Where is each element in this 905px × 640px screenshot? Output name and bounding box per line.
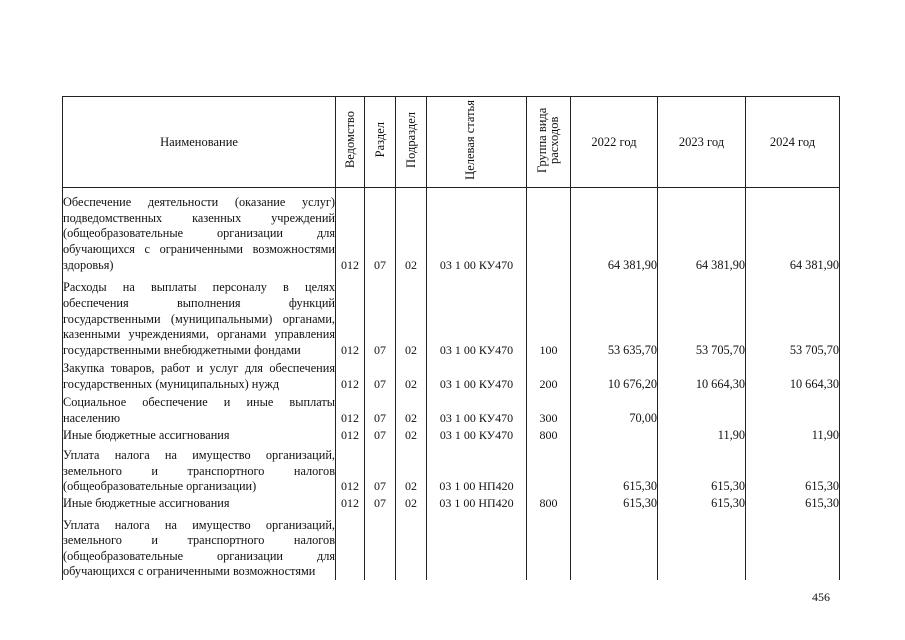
cell-y2024: [746, 393, 840, 427]
table-row: [63, 393, 840, 427]
cell-department: 012: [336, 358, 365, 392]
header-subsection: [396, 97, 427, 188]
cell-y2023: 615,30: [658, 495, 746, 512]
header-department-text: Ведомство: [343, 111, 357, 169]
header-section: [365, 97, 396, 188]
table-row: [63, 427, 840, 444]
cell-department: 012: [336, 444, 365, 495]
header-2024-text: 2024 год: [769, 134, 816, 149]
cell-y2024: 615,30: [746, 444, 840, 495]
header-expense-group-text: Группа вида расходов: [534, 107, 561, 173]
cell-subsection: 02: [396, 393, 427, 427]
cell-section: 07: [365, 273, 396, 358]
cell-department: 012: [336, 188, 365, 274]
cell-section: 07: [365, 495, 396, 512]
cell-expense-group: 200: [527, 358, 571, 392]
table-body: [63, 188, 840, 581]
cell-y2022: 615,30: [571, 495, 658, 512]
cell-y2023: 11,90: [658, 427, 746, 444]
cell-subsection: 02: [396, 427, 427, 444]
cell-y2024: 53 705,70: [746, 273, 840, 358]
cell-name: Расходы на выплаты персоналу в целях обеспечения выполнения функций государственными (муниципальными) органами, казенными учреждениями, органами управления государственными внебюджетными фондами: [63, 273, 336, 358]
cell-y2023: 10 664,30: [658, 358, 746, 392]
cell-name: Уплата налога на имущество организаций, земельного и транспортного налогов (общеобразовательные организации): [63, 444, 336, 495]
header-2022-text: 2022 год: [591, 134, 637, 149]
header-2024: [746, 97, 840, 188]
header-target-text: Целевая статья: [462, 100, 477, 180]
cell-expense-group: [527, 444, 571, 495]
cell-expense-group: [527, 512, 571, 580]
cell-target: 03 1 00 КУ470: [427, 427, 527, 444]
cell-y2024: 10 664,30: [746, 358, 840, 392]
header-2023: [658, 97, 746, 188]
cell-y2022: 53 635,70: [571, 273, 658, 358]
cell-section: 07: [365, 444, 396, 495]
header-subsection-text: Подраздел: [404, 112, 418, 168]
cell-target: [427, 512, 527, 580]
cell-section: 07: [365, 188, 396, 274]
page-number: 456: [812, 590, 830, 604]
cell-y2024: [746, 512, 840, 580]
cell-subsection: 02: [396, 495, 427, 512]
cell-expense-group: 300: [527, 393, 571, 427]
cell-expense-group: 800: [527, 495, 571, 512]
cell-y2022: 10 676,20: [571, 358, 658, 392]
cell-department: 012: [336, 273, 365, 358]
cell-expense-group: [527, 188, 571, 274]
cell-department: 012: [336, 427, 365, 444]
cell-subsection: 02: [396, 273, 427, 358]
cell-department: [336, 512, 365, 580]
cell-target: 03 1 00 НП420: [427, 444, 527, 495]
cell-section: [365, 512, 396, 580]
cell-name: Закупка товаров, работ и услуг для обеспечения государственных (муниципальных) нужд: [63, 358, 336, 392]
cell-subsection: 02: [396, 358, 427, 392]
cell-y2022: 64 381,90: [571, 188, 658, 274]
cell-y2024: 11,90: [746, 427, 840, 444]
cell-y2024: 64 381,90: [746, 188, 840, 274]
cell-y2023: [658, 512, 746, 580]
cell-y2023: 615,30: [658, 444, 746, 495]
table-row: [63, 188, 840, 274]
cell-y2022: 615,30: [571, 444, 658, 495]
header-target: [427, 97, 527, 188]
header-expense-group: [527, 97, 571, 188]
cell-department: 012: [336, 393, 365, 427]
cell-name: Иные бюджетные ассигнования: [63, 495, 336, 512]
cell-name: Уплата налога на имущество организаций, земельного и транспортного налогов (общеобразовательные организации для обучающихся с ограниченными возможностями: [63, 512, 336, 580]
cell-name: Иные бюджетные ассигнования: [63, 427, 336, 444]
cell-y2022: 70,00: [571, 393, 658, 427]
cell-target: 03 1 00 КУ470: [427, 188, 527, 274]
cell-department: 012: [336, 495, 365, 512]
cell-y2023: 53 705,70: [658, 273, 746, 358]
cell-name: Обеспечение деятельности (оказание услуг) подведомственных казенных учреждений (общеобразовательные организации для обучающихся с ограниченными возможностями здоровья): [63, 188, 336, 274]
header-name: [63, 97, 336, 188]
header-2022: [571, 97, 658, 188]
cell-expense-group: 800: [527, 427, 571, 444]
table-row: [63, 495, 840, 512]
cell-target: 03 1 00 КУ470: [427, 393, 527, 427]
cell-y2023: [658, 393, 746, 427]
cell-y2022: [571, 427, 658, 444]
header-department: [336, 97, 365, 188]
header-section-text: Раздел: [373, 122, 387, 158]
cell-section: 07: [365, 393, 396, 427]
header-2023-text: 2023 год: [678, 134, 725, 149]
table-row: [63, 512, 840, 580]
budget-table: [62, 96, 840, 580]
cell-target: 03 1 00 НП420: [427, 495, 527, 512]
cell-expense-group: 100: [527, 273, 571, 358]
cell-section: 07: [365, 358, 396, 392]
table-header-row: [63, 97, 840, 188]
cell-subsection: 02: [396, 188, 427, 274]
cell-y2023: 64 381,90: [658, 188, 746, 274]
table-row: [63, 444, 840, 495]
cell-name: Социальное обеспечение и иные выплаты населению: [63, 393, 336, 427]
header-name-text: Наименование: [160, 134, 238, 149]
cell-target: 03 1 00 КУ470: [427, 273, 527, 358]
cell-y2024: 615,30: [746, 495, 840, 512]
cell-section: 07: [365, 427, 396, 444]
cell-target: 03 1 00 КУ470: [427, 358, 527, 392]
cell-y2022: [571, 512, 658, 580]
cell-subsection: [396, 512, 427, 580]
cell-subsection: 02: [396, 444, 427, 495]
table-row: [63, 273, 840, 358]
table-row: [63, 358, 840, 392]
